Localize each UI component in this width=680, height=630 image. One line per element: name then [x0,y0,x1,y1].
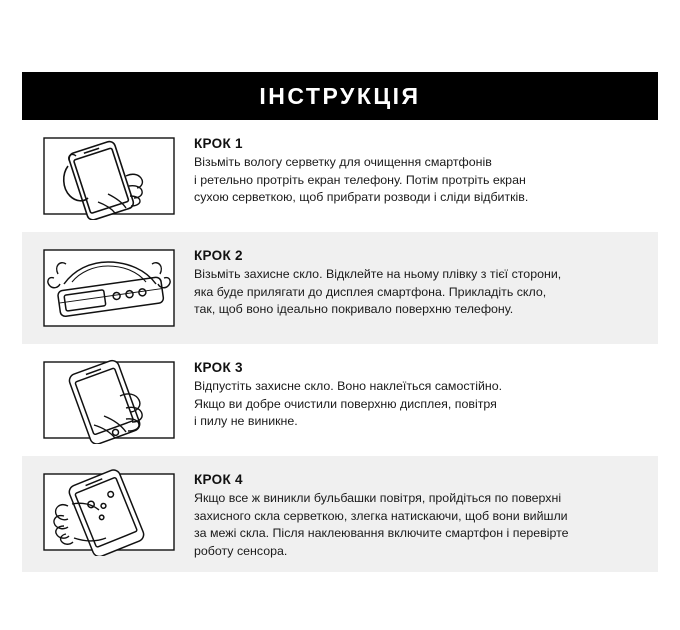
step-item [22,232,658,344]
step-label: КРОК 3 [194,360,243,375]
step-body-line: Візьміть вологу серветку для очищення смартфонів [194,155,492,169]
step-body-line: Якщо все ж виникли бульбашки повітря, пройдіться по поверхні [194,491,562,505]
step-text [194,244,644,319]
step-item [22,120,658,232]
step-item [22,456,658,572]
step-body-line: за межі скла. Після наклеювання включите смартфон і перевірте [194,526,569,541]
step-label: КРОК 1 [194,136,243,151]
step-body-line: і пилу не виникне. [194,414,298,429]
step-body-line: так, щоб воно ідеально покривало поверхню телефону. [194,302,514,317]
page-title: ІНСТРУКЦІЯ [259,82,421,109]
step-body [194,266,644,319]
instruction-sheet [22,72,658,572]
step-body-line: яка буде прилягати до дисплея смартфона. Прикладіть скло, [194,284,547,299]
wet-wipe-cleaning-phone-icon [34,132,184,220]
step-body-line: Візьміть захисне скло. Відклейте на ньому плівку з тієї сторони, [194,267,562,281]
instruction-title-bar [22,72,658,120]
step-body [194,154,644,207]
step-label: КРОК 4 [194,472,243,487]
release-glass-onto-screen-icon [34,356,184,444]
step-label: КРОК 2 [194,248,243,263]
smooth-out-bubbles-icon [34,468,184,556]
step-item [22,344,658,456]
step-body-line: Якщо ви добре очистили поверхню дисплея, повітря [194,396,497,411]
step-text [194,132,644,207]
step-body-line: роботу сенсора. [194,543,288,558]
step-body-line: захисного скла серветкою, злегка натискаючи, щоб вони вийшли [194,508,568,523]
steps-list [22,120,658,572]
step-body-line: і ретельно протріть екран телефону. Потім протріть екран [194,172,526,187]
step-body-line: сухою серветкою, щоб прибрати розводи і сліди відбитків. [194,190,529,205]
peeling-film-from-glass-icon [34,244,184,332]
step-body [194,490,644,560]
step-body [194,378,644,431]
step-body-line: Відпустіть захисне скло. Воно наклеїться самостійно. [194,379,503,393]
step-text [194,356,644,431]
step-text [194,468,644,560]
